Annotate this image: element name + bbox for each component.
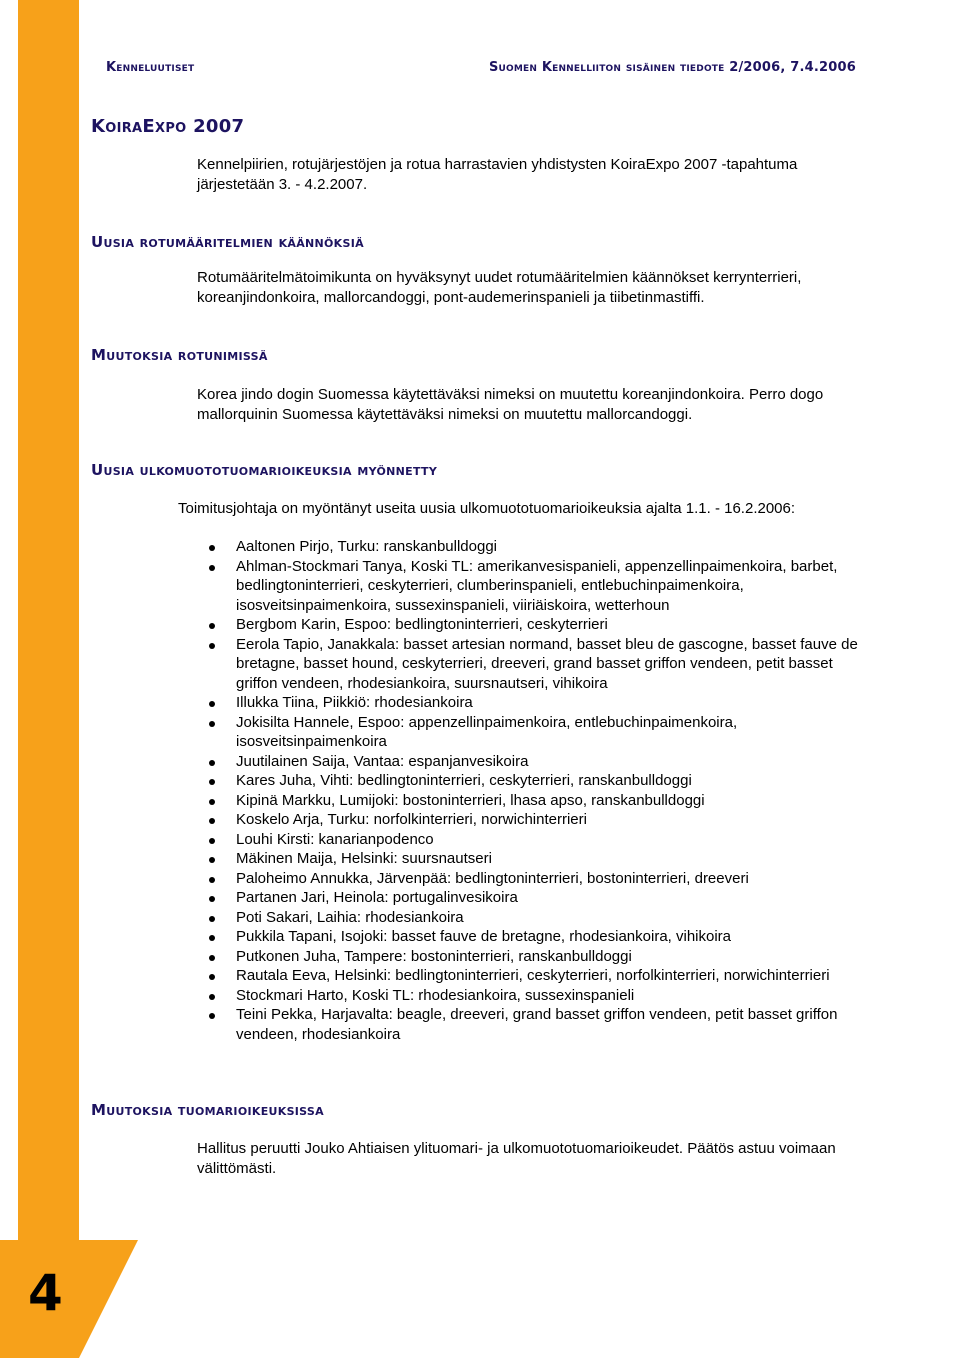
list-item: Juutilainen Saija, Vantaa: espanjanvesikoira: [236, 752, 866, 772]
bullet-dot: [209, 916, 215, 922]
bullet-dot: [209, 896, 215, 902]
bullet-dot: [209, 701, 215, 707]
bullet-dot: [209, 545, 215, 551]
list-item: Pukkila Tapani, Isojoki: basset fauve de bretagne, rhodesiankoira, vihikoira: [236, 927, 866, 947]
bullet-dot: [209, 974, 215, 980]
orange-side-stripe: [18, 0, 79, 1240]
section-text-tuomarioikeudet: Hallitus peruutti Jouko Ahtiaisen ylituomari- ja ulkomuototuomarioikeudet. Päätös astuu voimaan välittömästi.: [197, 1140, 836, 1177]
section-text-kaannokset: Rotumääritelmätoimikunta on hyväksynyt uudet rotumääritelmien käännökset kerrynterrieri, koreanjindonkoira, mallorcandoggi, pont-audemerinspanieli ja tiibetinmastiffi.: [197, 269, 802, 306]
bullet-dot: [209, 877, 215, 883]
list-item: Louhi Kirsti: kanarianpodenco: [236, 830, 866, 850]
bullet-dot: [209, 994, 215, 1000]
list-item: Bergbom Karin, Espoo: bedlingtoninterrieri, ceskyterrieri: [236, 615, 866, 635]
page-number: 4: [28, 1264, 63, 1322]
bullet-dot: [209, 799, 215, 805]
section-title-ulkomuototuomarit: Uusia ulkomuototuomarioikeuksia myönnetty: [91, 461, 438, 479]
bullet-dot: [209, 779, 215, 785]
bullet-dot: [209, 721, 215, 727]
header-publication-name: Kenneluutiset: [106, 60, 195, 75]
list-item: Teini Pekka, Harjavalta: beagle, dreeveri, grand basset griffon vendeen, petit basset griffon vendeen, rhodesiankoira: [236, 1005, 866, 1044]
section-title-tuomarioikeudet: Muutoksia tuomarioikeuksissa: [91, 1101, 324, 1119]
list-item: Illukka Tiina, Piikkiö: rhodesiankoira: [236, 693, 866, 713]
section-intro-ulkomuototuomarit: Toimitusjohtaja on myöntänyt useita uusia ulkomuototuomarioikeuksia ajalta 1.1. - 16.2.2006:: [178, 500, 796, 517]
bullet-dot: [209, 623, 215, 629]
bullet-dot: [209, 565, 215, 571]
list-item: Poti Sakari, Laihia: rhodesiankoira: [236, 908, 866, 928]
list-item: Ahlman-Stockmari Tanya, Koski TL: amerikanvesispanieli, appenzellinpaimenkoira, barbet, bedlingtoninterrieri, ceskyterrieri, clumberinspanieli, entlebuchinpaimenkoira, isosveitsinpaimenkoira, sussexinspanieli, viiriäiskoira, wetterhoun: [236, 557, 866, 616]
orange-arrow-shape: [0, 1240, 138, 1358]
list-item: Partanen Jari, Heinola: portugalinvesikoira: [236, 888, 866, 908]
bullet-dot: [209, 955, 215, 961]
list-item: Stockmari Harto, Koski TL: rhodesiankoira, sussexinspanieli: [236, 986, 866, 1006]
section-title-rotunimet: Muutoksia rotunimissä: [91, 346, 268, 364]
list-item: Kipinä Markku, Lumijoki: bostoninterrieri, lhasa apso, ranskanbulldoggi: [236, 791, 866, 811]
bullet-dot: [209, 818, 215, 824]
judge-list: [236, 537, 866, 1044]
section-text-rotunimet: Korea jindo dogin Suomessa käytettäväksi nimeksi on muutettu koreanjindonkoira. Perro dogo mallorquinin Suomessa käytettäväksi nimeksi on muutettu mallorcandoggi.: [197, 386, 824, 423]
bullet-dot: [209, 857, 215, 863]
bullet-dot: [209, 760, 215, 766]
bullet-dot: [209, 643, 215, 649]
list-item: Koskelo Arja, Turku: norfolkinterrieri, norwichinterrieri: [236, 810, 866, 830]
list-item: Paloheimo Annukka, Järvenpää: bedlingtoninterrieri, bostoninterrieri, dreeveri: [236, 869, 866, 889]
bullet-dot: [209, 935, 215, 941]
list-item: Jokisilta Hannele, Espoo: appenzellinpaimenkoira, entlebuchinpaimenkoira, isosveitsinpaimenkoira: [236, 713, 866, 752]
header-issue-info: Suomen Kennelliiton sisäinen tiedote 2/2006, 7.4.2006: [488, 60, 856, 75]
list-item: Aaltonen Pirjo, Turku: ranskanbulldoggi: [236, 537, 866, 557]
bullet-dot: [209, 838, 215, 844]
section-title-koiraexpo: KoiraExpo 2007: [91, 116, 245, 137]
section-title-kaannokset: Uusia rotumääritelmien käännöksiä: [91, 233, 364, 251]
list-item: Putkonen Juha, Tampere: bostoninterrieri, ranskanbulldoggi: [236, 947, 866, 967]
list-item: Kares Juha, Vihti: bedlingtoninterrieri, ceskyterrieri, ranskanbulldoggi: [236, 771, 866, 791]
list-item: Eerola Tapio, Janakkala: basset artesian normand, basset bleu de gascogne, basset fauve de bretagne, basset hound, ceskyterrieri, dreeveri, grand basset griffon vendeen, petit basset griffon vendeen, rhodesiankoira, suursnautseri, vihikoira: [236, 635, 866, 694]
section-text-koiraexpo: Kennelpiirien, rotujärjestöjen ja rotua harrastavien yhdistysten KoiraExpo 2007 -tapahtuma järjestetään 3. - 4.2.2007.: [197, 156, 798, 193]
list-item: Mäkinen Maija, Helsinki: suursnautseri: [236, 849, 866, 869]
bullet-dot: [209, 1013, 215, 1019]
list-item: Rautala Eeva, Helsinki: bedlingtoninterrieri, ceskyterrieri, norfolkinterrieri, norwichinterrieri: [236, 966, 866, 986]
